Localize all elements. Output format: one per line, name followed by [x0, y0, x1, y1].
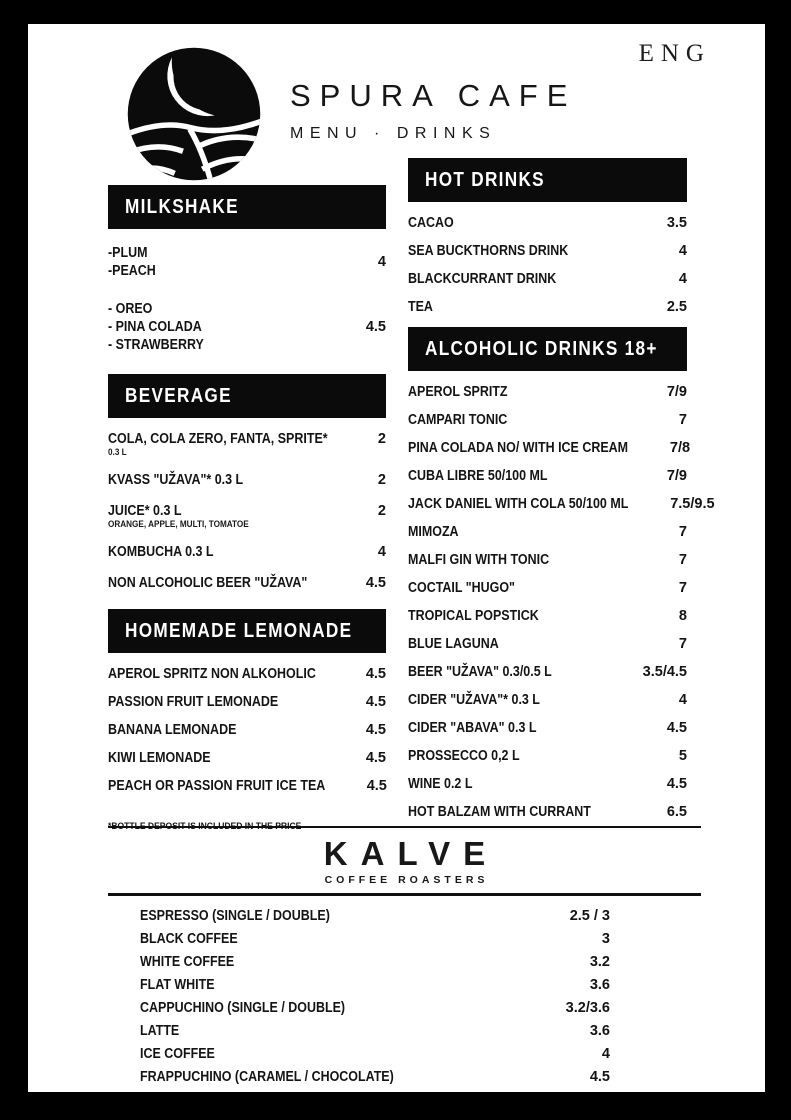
item-price: 4.5 — [666, 720, 687, 736]
item-label: ICE COFFEE — [140, 1046, 215, 1062]
menu-item-row — [108, 750, 386, 767]
section-header-beverage — [108, 374, 386, 418]
menu-item-row — [408, 412, 687, 429]
item-price: 3.2/3.6 — [565, 1000, 610, 1016]
section-title: MILKSHAKE — [125, 195, 239, 218]
menu-item-row — [408, 608, 687, 625]
milkshake-list — [108, 244, 386, 354]
item-price: 7 — [678, 552, 687, 568]
divider — [108, 826, 701, 828]
menu-item-row — [108, 544, 386, 561]
menu-item-row — [140, 1020, 610, 1043]
item-label: HOT BALZAM WITH CURRANT — [408, 804, 591, 820]
item-price: 4 — [678, 692, 687, 708]
item-label: APEROL SPRITZ NON ALKOHOLIC — [108, 666, 316, 682]
menu-item-row — [408, 804, 687, 821]
menu-item-row — [408, 524, 687, 541]
item-sublabel: ORANGE, APPLE, MULTI, TOMATOE — [108, 519, 249, 530]
item-label: CAMPARI TONIC — [408, 412, 508, 428]
section-title: ALCOHOLIC DRINKS 18+ — [425, 337, 658, 360]
item-price: 4 — [377, 253, 386, 270]
menu-item-row — [108, 778, 386, 795]
item-label: CAPPUCHINO (SINGLE / DOUBLE) — [140, 1000, 346, 1016]
coffee-section — [108, 826, 701, 1089]
menu-item-row — [140, 951, 610, 974]
item-label: BEER "UŽAVA" 0.3/0.5 L — [408, 664, 552, 680]
item-label: COCTAIL "HUGO" — [408, 580, 515, 596]
menu-item-row — [140, 974, 610, 997]
item-price: 2.5 — [666, 299, 687, 315]
milkshake-group — [108, 300, 386, 354]
item-label: MALFI GIN WITH TONIC — [408, 552, 550, 568]
coffee-brand-subtitle: COFFEE ROASTERS — [324, 874, 489, 886]
item-price: 3.5/4.5 — [642, 664, 687, 680]
item-label: PASSION FRUIT LEMONADE — [108, 694, 279, 710]
item-label: NON ALCOHOLIC BEER "UŽAVA" — [108, 575, 308, 591]
item-price: 7 — [678, 580, 687, 596]
item-price: 4.5 — [365, 318, 386, 335]
item-price: 3.5 — [666, 215, 687, 231]
item-price: 7/9 — [666, 384, 687, 400]
section-header-hot-drinks — [408, 158, 687, 202]
item-price: 5 — [678, 748, 687, 764]
brand-subtitle: MENU · DRINKS — [290, 125, 497, 142]
right-column — [408, 158, 715, 832]
beverage-list — [108, 431, 386, 592]
item-label: - OREO - PINA COLADA - STRAWBERRY — [108, 301, 204, 353]
menu-item-row — [408, 215, 687, 232]
item-label: FRAPPUCHINO (CARAMEL / CHOCOLATE) — [140, 1069, 394, 1085]
menu-item-row — [408, 692, 687, 709]
menu-item-row — [140, 997, 610, 1020]
milkshake-group — [108, 244, 386, 280]
item-label: TEA — [408, 299, 433, 315]
item-price: 4.5 — [365, 694, 386, 710]
item-price: 4.5 — [365, 722, 386, 738]
item-label: CIDER "UŽAVA"* 0.3 L — [408, 692, 540, 708]
item-price: 4.5 — [589, 1069, 610, 1085]
item-price: 2 — [377, 472, 386, 488]
item-label: BANANA LEMONADE — [108, 722, 237, 738]
section-header-homemade-lemonade — [108, 609, 386, 653]
lemonade-list — [108, 666, 386, 795]
item-price: 7 — [678, 636, 687, 652]
item-label: -PLUM -PEACH — [108, 245, 156, 279]
menu-item-row — [108, 503, 386, 530]
menu-item-row — [408, 384, 687, 401]
item-price: 4 — [601, 1046, 610, 1062]
section-title: HOMEMADE LEMONADE — [125, 619, 353, 642]
menu-item-row — [408, 299, 687, 316]
item-price: 8 — [678, 608, 687, 624]
spura-cafe-logo-icon — [125, 44, 263, 184]
alcoholic-drinks-list — [408, 384, 715, 821]
menu-item-row — [108, 666, 386, 683]
left-column — [108, 185, 386, 832]
item-price: 4.5 — [666, 776, 687, 792]
item-price: 4.5 — [366, 778, 387, 794]
item-label: BLUE LAGUNA — [408, 636, 499, 652]
menu-item-row — [408, 748, 687, 765]
section-header-alcoholic-drinks — [408, 327, 687, 371]
coffee-brand-name: KALVE — [323, 835, 499, 872]
item-label: BLACK COFFEE — [140, 931, 238, 947]
item-price: 3.6 — [589, 1023, 610, 1039]
item-price: 3 — [601, 931, 610, 947]
section-title: HOT DRINKS — [425, 168, 545, 191]
item-label: BLACKCURRANT DRINK — [408, 271, 557, 287]
item-price: 4.5 — [365, 666, 386, 682]
item-sublabel: 0.3 L — [108, 447, 127, 458]
item-price: 4 — [678, 243, 687, 259]
menu-item-row — [108, 575, 386, 592]
item-label: SEA BUCKTHORNS DRINK — [408, 243, 569, 259]
item-label: PEACH OR PASSION FRUIT ICE TEA — [108, 778, 326, 794]
item-price: 2.5 / 3 — [569, 908, 610, 924]
item-label: JACK DANIEL WITH COLA 50/100 ML — [408, 496, 629, 512]
item-label: PROSSECCO 0,2 L — [408, 748, 520, 764]
item-label: CUBA LIBRE 50/100 ML — [408, 468, 548, 484]
item-label: TROPICAL POPSTICK — [408, 608, 539, 624]
item-label: FLAT WHITE — [140, 977, 215, 993]
item-price: 7/8 — [669, 440, 691, 456]
menu-item-row — [140, 1066, 610, 1089]
item-price: 2 — [377, 503, 386, 519]
item-label: KIWI LEMONADE — [108, 750, 211, 766]
menu-item-row — [408, 271, 687, 288]
brand-block — [290, 78, 576, 143]
item-price: 3.2 — [589, 954, 610, 970]
menu-item-row — [408, 496, 715, 513]
brand-name: SPURA CAFE — [290, 78, 577, 113]
menu-item-row — [408, 243, 687, 260]
menu-item-row — [408, 720, 687, 737]
item-price: 3.6 — [589, 977, 610, 993]
item-label: KOMBUCHA 0.3 L — [108, 544, 214, 560]
menu-item-row — [140, 928, 610, 951]
section-header-milkshake — [108, 185, 386, 229]
item-price: 7/9 — [666, 468, 687, 484]
item-label: PINA COLADA NO/ WITH ICE CREAM — [408, 440, 629, 456]
item-price: 7 — [678, 412, 687, 428]
menu-item-row — [408, 776, 687, 793]
menu-page — [28, 24, 765, 1092]
item-label: CACAO — [408, 215, 454, 231]
item-price: 4 — [678, 271, 687, 287]
item-label: WINE 0.2 L — [408, 776, 473, 792]
menu-item-row — [408, 440, 691, 457]
menu-item-row — [408, 580, 687, 597]
item-label: CIDER "ABAVA" 0.3 L — [408, 720, 537, 736]
item-label: APEROL SPRITZ — [408, 384, 508, 400]
item-label: MIMOZA — [408, 524, 459, 540]
item-label: LATTE — [140, 1023, 180, 1039]
item-label: WHITE COFFEE — [140, 954, 235, 970]
item-price: 6.5 — [666, 804, 687, 820]
item-price: 4.5 — [365, 575, 386, 591]
menu-item-row — [408, 552, 687, 569]
item-label: ESPRESSO (SINGLE / DOUBLE) — [140, 908, 330, 924]
item-price: 7.5/9.5 — [670, 496, 715, 512]
menu-item-row — [108, 472, 386, 489]
item-price: 4 — [377, 544, 386, 560]
menu-item-row — [108, 722, 386, 739]
menu-item-row — [140, 905, 610, 928]
coffee-list — [108, 905, 701, 1089]
item-price: 4.5 — [365, 750, 386, 766]
item-label: JUICE* 0.3 L ORANGE, APPLE, MULTI, TOMATOE — [108, 503, 335, 530]
menu-item-row — [108, 694, 386, 711]
item-label: KVASS "UŽAVA"* 0.3 L — [108, 472, 244, 488]
menu-item-row — [108, 431, 386, 458]
menu-item-row — [140, 1043, 610, 1066]
menu-item-row — [408, 468, 687, 485]
hot-drinks-list — [408, 215, 687, 316]
section-title: BEVERAGE — [125, 384, 232, 407]
language-badge: ENG — [638, 40, 711, 67]
menu-item-row — [408, 636, 687, 653]
menu-item-row — [408, 664, 687, 681]
divider — [108, 893, 701, 896]
item-price: 2 — [377, 431, 386, 447]
item-price: 7 — [678, 524, 687, 540]
item-label: COLA, COLA ZERO, FANTA, SPRITE* 0.3 L — [108, 431, 335, 458]
